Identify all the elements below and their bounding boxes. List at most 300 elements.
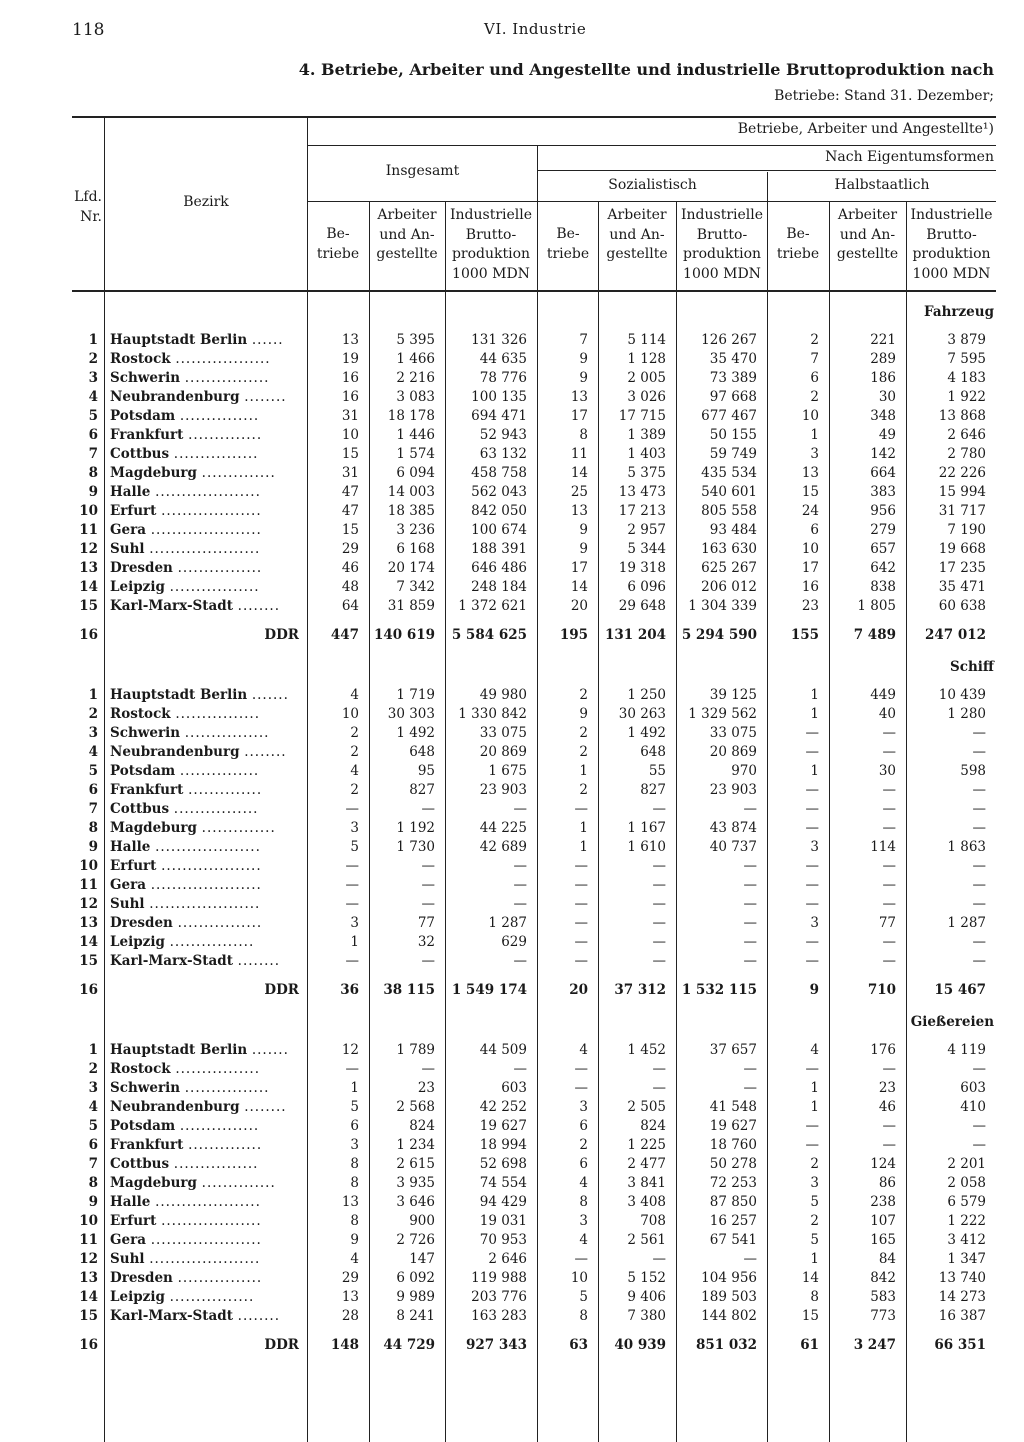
value-cell: 2 xyxy=(810,389,819,405)
value-cell: 59 749 xyxy=(709,446,757,462)
value-cell: — xyxy=(574,1061,588,1077)
value-cell: 8 241 xyxy=(396,1308,435,1324)
value-cell: — xyxy=(882,1137,896,1153)
value-cell: 279 xyxy=(870,522,896,538)
value-cell: 8 xyxy=(350,1213,359,1229)
leader-dots: ..................... xyxy=(150,877,262,893)
value-cell: 14 xyxy=(570,579,588,595)
value-cell: 42 252 xyxy=(479,1099,527,1115)
value-cell: 694 471 xyxy=(471,408,527,424)
total-value-cell: 61 xyxy=(800,1337,819,1353)
value-cell: 2 058 xyxy=(947,1175,987,1191)
value-cell: — xyxy=(652,896,666,912)
value-cell: 6 579 xyxy=(947,1194,987,1210)
value-cell: 7 595 xyxy=(947,351,987,367)
value-cell: — xyxy=(345,801,359,817)
value-cell: — xyxy=(513,858,527,874)
value-cell: 9 406 xyxy=(627,1289,666,1305)
spacer-cell xyxy=(72,616,996,626)
value-cell: — xyxy=(421,858,435,874)
value-cell: 248 184 xyxy=(471,579,527,595)
value-cell: 30 263 xyxy=(618,706,666,722)
value-cell: 52 943 xyxy=(479,427,527,443)
value-cell: 131 326 xyxy=(471,332,527,348)
leader-dots: .............. xyxy=(188,427,263,443)
value-cell: 39 125 xyxy=(709,687,757,703)
header-col-arbeiter: Arbeiter und An- gestellte xyxy=(376,207,438,262)
bezirk-name: Cottbus xyxy=(110,801,170,817)
table-row xyxy=(72,1307,996,1326)
value-cell: 8 xyxy=(579,1194,588,1210)
leader-dots: ................ xyxy=(184,370,270,386)
row-number: 7 xyxy=(88,801,98,817)
bezirk-name: Gera xyxy=(110,1232,146,1248)
value-cell: 1 128 xyxy=(627,351,666,367)
value-cell: 1 719 xyxy=(396,687,435,703)
value-cell: 23 xyxy=(417,1080,435,1096)
value-cell: 52 698 xyxy=(479,1156,527,1172)
bezirk-name: Neubrandenburg xyxy=(110,744,240,760)
table-row xyxy=(72,331,996,350)
value-cell: — xyxy=(743,896,757,912)
total-value-cell: 3 247 xyxy=(853,1337,896,1353)
value-cell: 8 xyxy=(350,1156,359,1172)
value-cell: 348 xyxy=(870,408,896,424)
value-cell: 3 841 xyxy=(627,1175,666,1191)
bezirk-cell xyxy=(104,407,307,426)
value-cell: — xyxy=(574,953,588,969)
leader-dots: ............... xyxy=(179,1118,260,1134)
bezirk-name: Gera xyxy=(110,877,146,893)
value-cell: 3 xyxy=(350,820,359,836)
value-cell: 124 xyxy=(870,1156,896,1172)
value-cell: 458 758 xyxy=(471,465,527,481)
value-cell: 603 xyxy=(960,1080,987,1096)
value-cell: 289 xyxy=(870,351,896,367)
value-cell: 6 xyxy=(810,522,819,538)
table-row xyxy=(72,895,996,914)
value-cell: 3 xyxy=(350,915,359,931)
spacer-cell xyxy=(72,1000,996,1010)
table-row xyxy=(72,1250,996,1269)
section-header-row xyxy=(72,1010,996,1035)
value-cell: — xyxy=(421,801,435,817)
section-name: Schiff xyxy=(950,659,995,675)
row-number: 15 xyxy=(79,953,98,969)
bezirk-cell xyxy=(104,350,307,369)
bezirk-cell xyxy=(104,895,307,914)
value-cell: — xyxy=(652,953,666,969)
value-cell: 44 635 xyxy=(479,351,527,367)
value-cell: 28 xyxy=(341,1308,359,1324)
leader-dots: ..................... xyxy=(150,522,262,538)
bezirk-name: Erfurt xyxy=(110,503,157,519)
bezirk-name: Suhl xyxy=(110,541,145,557)
leader-dots: ...... xyxy=(251,332,284,348)
value-cell: 30 303 xyxy=(387,706,435,722)
value-cell: 165 xyxy=(870,1232,896,1248)
value-cell: 2 xyxy=(810,332,819,348)
value-cell: — xyxy=(345,877,359,893)
table-row xyxy=(72,1079,996,1098)
table-row xyxy=(72,724,996,743)
value-cell: 3 083 xyxy=(396,389,435,405)
leader-dots: ................ xyxy=(175,706,261,722)
value-cell: 3 xyxy=(810,839,819,855)
value-cell: — xyxy=(972,1061,987,1077)
value-cell: 5 395 xyxy=(396,332,435,348)
value-cell: 23 xyxy=(801,598,819,614)
value-cell: 7 190 xyxy=(947,522,987,538)
value-cell: — xyxy=(972,896,987,912)
value-cell: — xyxy=(805,782,819,798)
value-cell: 2 xyxy=(810,1156,819,1172)
value-cell: 1 329 562 xyxy=(688,706,757,722)
table-row xyxy=(72,1288,996,1307)
value-cell: 1 xyxy=(810,706,819,722)
value-cell: 1 287 xyxy=(947,915,987,931)
value-cell: — xyxy=(652,801,666,817)
value-cell: 2 005 xyxy=(627,370,666,386)
value-cell: 29 xyxy=(341,541,359,557)
value-cell: 970 xyxy=(731,763,757,779)
value-cell: 46 xyxy=(341,560,359,576)
value-cell: 176 xyxy=(870,1042,896,1058)
bezirk-name: Leipzig xyxy=(110,1289,165,1305)
value-cell: 18 178 xyxy=(387,408,435,424)
row-number: 10 xyxy=(79,858,98,874)
value-cell: 3 646 xyxy=(396,1194,435,1210)
value-cell: 2 780 xyxy=(947,446,987,462)
value-cell: 2 646 xyxy=(488,1251,527,1267)
leader-dots: .............. xyxy=(201,820,276,836)
value-cell: — xyxy=(805,820,819,836)
value-cell: 648 xyxy=(640,744,666,760)
value-cell: 1 225 xyxy=(627,1137,666,1153)
row-number: 7 xyxy=(88,1156,98,1172)
value-cell: 31 xyxy=(341,465,359,481)
value-cell: 842 050 xyxy=(471,503,527,519)
table-row xyxy=(72,876,996,895)
table-row xyxy=(72,1060,996,1079)
value-cell: — xyxy=(805,1118,819,1134)
value-cell: 29 648 xyxy=(618,598,666,614)
value-cell: 40 xyxy=(878,706,896,722)
value-cell: 73 389 xyxy=(709,370,757,386)
bezirk-name: Potsdam xyxy=(110,408,176,424)
value-cell: 16 xyxy=(801,579,819,595)
value-cell: 9 xyxy=(579,370,588,386)
bezirk-name: Neubrandenburg xyxy=(110,389,240,405)
value-cell: — xyxy=(805,858,819,874)
value-cell: — xyxy=(513,1061,527,1077)
value-cell: 77 xyxy=(878,915,896,931)
leader-dots: ................ xyxy=(173,446,259,462)
row-number: 16 xyxy=(79,982,98,998)
row-number: 2 xyxy=(88,706,98,722)
value-cell: 9 xyxy=(579,351,588,367)
value-cell: 625 267 xyxy=(701,560,757,576)
value-cell: — xyxy=(574,915,588,931)
value-cell: 1 574 xyxy=(396,446,435,462)
row-number: 13 xyxy=(79,560,98,576)
spacer-row xyxy=(72,1355,996,1365)
bezirk-name: Neubrandenburg xyxy=(110,1099,240,1115)
bezirk-name: Suhl xyxy=(110,896,145,912)
bezirk-cell xyxy=(104,686,307,705)
value-cell: 2 xyxy=(350,744,359,760)
value-cell: — xyxy=(972,934,987,950)
value-cell: — xyxy=(882,934,896,950)
bezirk-cell xyxy=(104,559,307,578)
bezirk-name: Dresden xyxy=(110,560,173,576)
row-number: 10 xyxy=(79,503,98,519)
value-cell: 7 xyxy=(810,351,819,367)
value-cell: 188 391 xyxy=(471,541,527,557)
value-cell: 2 xyxy=(350,782,359,798)
value-cell: 3 xyxy=(810,1175,819,1191)
value-cell: 1 192 xyxy=(396,820,435,836)
value-cell: 1 610 xyxy=(627,839,666,855)
value-cell: 3 xyxy=(810,446,819,462)
leader-dots: ..................... xyxy=(149,896,261,912)
value-cell: 410 xyxy=(960,1099,987,1115)
header-halbstaatlich: Halbstaatlich xyxy=(834,177,930,193)
row-number: 4 xyxy=(88,744,98,760)
value-cell: 64 xyxy=(341,598,359,614)
value-cell: 2 xyxy=(810,1213,819,1229)
value-cell: 19 318 xyxy=(618,560,666,576)
header-insgesamt: Insgesamt xyxy=(385,163,460,179)
bezirk-cell xyxy=(104,540,307,559)
value-cell: — xyxy=(513,953,527,969)
bezirk-cell xyxy=(104,1174,307,1193)
total-value-cell: 7 489 xyxy=(853,627,896,643)
value-cell: 2 477 xyxy=(627,1156,666,1172)
bezirk-cell xyxy=(104,521,307,540)
value-cell: 9 989 xyxy=(396,1289,435,1305)
header-col-produktion: Industrielle Brutto- produktion 1000 MDN xyxy=(449,207,533,282)
value-cell: 9 xyxy=(579,541,588,557)
leader-dots: ................ xyxy=(184,725,270,741)
leader-dots: ................ xyxy=(173,801,259,817)
section-name: Fahrzeug xyxy=(923,304,995,320)
value-cell: 1 789 xyxy=(396,1042,435,1058)
value-cell: 114 xyxy=(870,839,896,855)
value-cell: — xyxy=(972,801,987,817)
value-cell: 15 xyxy=(341,446,359,462)
value-cell: 838 xyxy=(870,579,896,595)
value-cell: 824 xyxy=(409,1118,435,1134)
row-number: 3 xyxy=(88,1080,98,1096)
value-cell: 1 xyxy=(350,934,359,950)
value-cell: 17 xyxy=(801,560,819,576)
row-number: 13 xyxy=(79,915,98,931)
row-number: 11 xyxy=(79,522,98,538)
value-cell: 1 287 xyxy=(488,915,527,931)
value-cell: 47 xyxy=(341,503,359,519)
value-cell: 48 xyxy=(341,579,359,595)
value-cell: 20 174 xyxy=(387,560,435,576)
total-value-cell: 38 115 xyxy=(383,982,435,998)
bezirk-name: Halle xyxy=(110,839,151,855)
bezirk-name: Karl-Marx-Stadt xyxy=(110,598,233,614)
value-cell: 126 267 xyxy=(701,332,757,348)
value-cell: — xyxy=(743,877,757,893)
value-cell: 1 250 xyxy=(627,687,666,703)
bezirk-cell xyxy=(104,1098,307,1117)
leader-dots: ........ xyxy=(244,744,287,760)
value-cell: 3 935 xyxy=(396,1175,435,1191)
header-col-betriebe: Be- triebe xyxy=(546,226,590,262)
value-cell: 540 601 xyxy=(701,484,757,500)
table-row xyxy=(72,1155,996,1174)
value-cell: 583 xyxy=(870,1289,896,1305)
value-cell: 24 xyxy=(801,503,819,519)
value-cell: 19 627 xyxy=(709,1118,757,1134)
value-cell: 50 155 xyxy=(709,427,757,443)
header-col-betriebe: Be- triebe xyxy=(776,226,820,262)
leader-dots: ................ xyxy=(169,934,255,950)
value-cell: 6 xyxy=(350,1118,359,1134)
row-number: 7 xyxy=(88,446,98,462)
leader-dots: ........ xyxy=(237,598,280,614)
value-cell: 50 278 xyxy=(709,1156,757,1172)
value-cell: 1 xyxy=(810,1251,819,1267)
value-cell: — xyxy=(972,953,987,969)
bezirk-name: Erfurt xyxy=(110,858,157,874)
bezirk-cell xyxy=(104,331,307,350)
value-cell: 16 387 xyxy=(938,1308,987,1324)
table-row xyxy=(72,578,996,597)
value-cell: — xyxy=(882,1118,896,1134)
bezirk-cell xyxy=(104,1117,307,1136)
bezirk-cell xyxy=(104,933,307,952)
value-cell: 13 868 xyxy=(938,408,987,424)
value-cell: 15 xyxy=(801,484,819,500)
value-cell: 4 xyxy=(579,1042,588,1058)
row-number: 14 xyxy=(79,579,98,595)
value-cell: 107 xyxy=(870,1213,896,1229)
value-cell: 5 xyxy=(579,1289,588,1305)
value-cell: 2 561 xyxy=(627,1232,666,1248)
value-cell: 94 429 xyxy=(479,1194,527,1210)
table-row xyxy=(72,1136,996,1155)
value-cell: — xyxy=(513,877,527,893)
leader-dots: .............. xyxy=(201,465,276,481)
page-number: 118 xyxy=(72,20,105,40)
value-cell: — xyxy=(972,1137,987,1153)
bezirk-cell xyxy=(104,800,307,819)
value-cell: 6 xyxy=(579,1156,588,1172)
bezirk-name: Schwerin xyxy=(110,370,181,386)
total-value-cell: 63 xyxy=(569,1337,588,1353)
value-cell: 33 075 xyxy=(709,725,757,741)
value-cell: 46 xyxy=(878,1099,896,1115)
table-row xyxy=(72,426,996,445)
value-cell: 40 737 xyxy=(709,839,757,855)
bezirk-cell xyxy=(104,1155,307,1174)
value-cell: 6 092 xyxy=(396,1270,435,1286)
value-cell: 49 980 xyxy=(479,687,527,703)
table-row xyxy=(72,686,996,705)
value-cell: — xyxy=(345,896,359,912)
value-cell: 708 xyxy=(640,1213,666,1229)
value-cell: 18 760 xyxy=(709,1137,757,1153)
header-col-arbeiter: Arbeiter und An- gestellte xyxy=(606,207,668,262)
value-cell: 642 xyxy=(870,560,896,576)
total-value-cell: 131 204 xyxy=(604,627,666,643)
value-cell: 2 726 xyxy=(396,1232,435,1248)
row-number: 3 xyxy=(88,725,98,741)
row-number: 13 xyxy=(79,1270,98,1286)
bezirk-cell xyxy=(104,1288,307,1307)
row-number: 2 xyxy=(88,351,98,367)
total-value-cell: 927 343 xyxy=(465,1337,527,1353)
value-cell: 10 xyxy=(570,1270,588,1286)
bezirk-cell xyxy=(104,876,307,895)
value-cell: 603 xyxy=(501,1080,527,1096)
value-cell: 8 xyxy=(810,1289,819,1305)
bezirk-name: Leipzig xyxy=(110,934,165,950)
header-group-main: Betriebe, Arbeiter und Angestellte¹) xyxy=(737,121,994,137)
value-cell: 6 094 xyxy=(396,465,435,481)
table-title: 4. Betriebe, Arbeiter und Angestellte und industrielle Bruttoproduktion nach xyxy=(298,60,994,79)
bezirk-name: Cottbus xyxy=(110,446,170,462)
value-cell: 14 003 xyxy=(387,484,435,500)
bezirk-cell xyxy=(104,464,307,483)
value-cell: 6 096 xyxy=(627,579,666,595)
spacer-cell xyxy=(72,645,996,655)
bezirk-name: Magdeburg xyxy=(110,1175,197,1191)
row-number: 1 xyxy=(88,1042,98,1058)
total-value-cell: 9 xyxy=(809,982,819,998)
value-cell: 18 994 xyxy=(479,1137,527,1153)
value-cell: 2 615 xyxy=(396,1156,435,1172)
bezirk-cell xyxy=(104,1136,307,1155)
row-number: 4 xyxy=(88,1099,98,1115)
leader-dots: .................... xyxy=(155,1194,261,1210)
total-value-cell: 20 xyxy=(569,982,588,998)
value-cell: 1 xyxy=(810,687,819,703)
value-cell: 9 xyxy=(350,1232,359,1248)
section-header-row xyxy=(72,655,996,680)
value-cell: 664 xyxy=(870,465,896,481)
value-cell: 657 xyxy=(870,541,896,557)
row-number: 9 xyxy=(88,839,98,855)
bezirk-name: Hauptstadt Berlin xyxy=(110,332,248,348)
value-cell: 5 xyxy=(810,1194,819,1210)
value-cell: 13 473 xyxy=(618,484,666,500)
table-row xyxy=(72,762,996,781)
row-number: 3 xyxy=(88,370,98,386)
bezirk-cell xyxy=(104,1269,307,1288)
leader-dots: ................ xyxy=(169,1289,255,1305)
value-cell: 15 994 xyxy=(938,484,987,500)
value-cell: 5 xyxy=(350,1099,359,1115)
row-number: 16 xyxy=(79,1337,98,1353)
value-cell: — xyxy=(882,820,896,836)
leader-dots: .................... xyxy=(155,484,261,500)
value-cell: — xyxy=(574,1080,588,1096)
value-cell: 8 xyxy=(579,427,588,443)
value-cell: 3 xyxy=(579,1099,588,1115)
total-value-cell: 851 032 xyxy=(695,1337,757,1353)
value-cell: — xyxy=(574,877,588,893)
header-col-betriebe: Be- triebe xyxy=(316,226,360,262)
bezirk-cell xyxy=(104,483,307,502)
value-cell: 956 xyxy=(870,503,896,519)
